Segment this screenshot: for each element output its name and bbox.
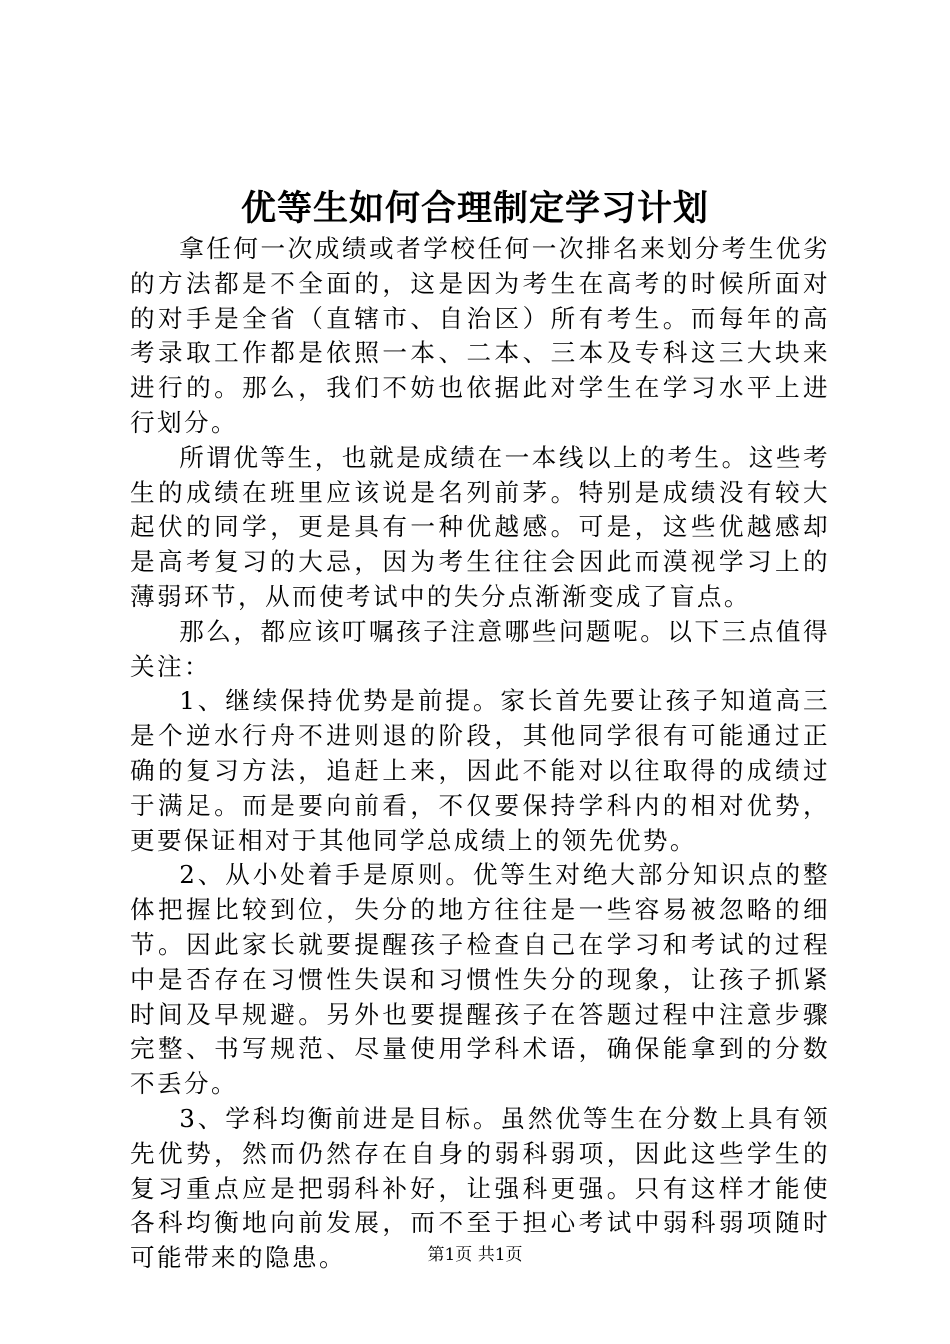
paragraph-intro: 拿任何一次成绩或者学校任何一次排名来划分考生优劣的方法都是不全面的，这是因为考生在高考的时候所面对的对手是全省（直辖市、自治区）所有考生。而每年的高考录取工作都是依照一本、二本、三本及专科这三大块来进行的。那么，我们不妨也依据此对学生在学习水平上进行划分。	[130, 234, 830, 437]
paragraph-point-3: 3、学科均衡前进是目标。虽然优等生在分数上具有领先优势，然而仍然存在自身的弱科弱项，因此这些学生的复习重点应是把弱科补好，让强科更强。只有这样才能使各科均衡地向前发展，而不至于担心考试中弱科弱项随时可能带来的隐患。	[130, 1103, 830, 1273]
paragraph-top-students: 所谓优等生，也就是成绩在一本线以上的考生。这些考生的成绩在班里应该说是名列前茅。特别是成绩没有较大起伏的同学，更是具有一种优越感。可是，这些优越感却是高考复习的大忌，因为考生往往会因此而漠视学习上的薄弱环节，从而使考试中的失分点渐渐变成了盲点。	[130, 442, 830, 611]
document-body	[130, 232, 830, 1276]
document-title: 优等生如何合理制定学习计划	[240, 188, 709, 229]
page-footer: 第1页 共1页	[427, 1245, 523, 1265]
paragraph-lead-in: 那么，都应该叮嘱孩子注意哪些问题呢。以下三点值得关注：	[130, 616, 830, 681]
paragraph-point-2: 2、从小处着手是原则。优等生对绝大部分知识点的整体把握比较到位，失分的地方往往是一些容易被忽略的细节。因此家长就要提醒孩子检查自己在学习和考试的过程中是否存在习惯性失误和习惯性失分的现象，让孩子抓紧时间及早规避。另外也要提醒孩子在答题过程中注意步骤完整、书写规范、尽量使用学科术语，确保能拿到的分数不丢分。	[130, 860, 830, 1099]
paragraph-point-1: 1、继续保持优势是前提。家长首先要让孩子知道高三是个逆水行舟不进则退的阶段，其他同学很有可能通过正确的复习方法，追赶上来，因此不能对以往取得的成绩过于满足。而是要向前看，不仅要保持学科内的相对优势，更要保证相对于其他同学总成绩上的领先优势。	[130, 686, 830, 855]
